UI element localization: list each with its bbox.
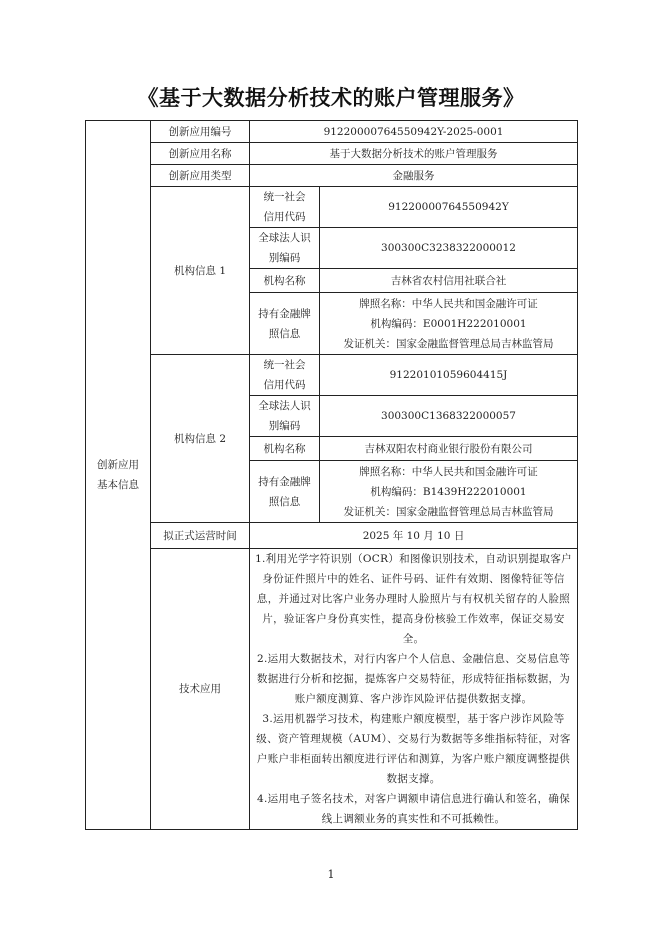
- section-label-cell: [86, 121, 151, 830]
- label-app-type: 创新应用类型: [151, 165, 250, 187]
- label-app-no: 创新应用编号: [151, 121, 250, 143]
- value-app-name: 基于大数据分析技术的账户管理服务: [250, 143, 578, 165]
- org2-license-issuer: 发证机关：国家金融监督管理总局吉林监管局: [343, 505, 554, 518]
- tech-paragraph: 3.运用机器学习技术，构建账户额度模型，基于客户涉诈风险等级、资产管理规模（AUM）、交易行为数据等多维指标特征，对客户账户非柜面转出额度进行评估和测算，为客户账户额度调整提供数据支撑。: [256, 713, 571, 785]
- page-number: 1: [327, 868, 335, 881]
- label-launch-time: 拟正式运营时间: [151, 523, 250, 549]
- org1-credit-code: 91220000764550942Y: [320, 187, 578, 228]
- tech-paragraph: 2.运用大数据技术，对行内客户个人信息、金融信息、交易信息等数据进行分析和挖掘，提炼客户交易特征，形成特征指标数据，为账户额度测算、客户涉诈风险评估提供数据支撑。: [256, 653, 571, 705]
- section-label: 创新应用 基本信息: [97, 459, 139, 491]
- document-title: 《基于大数据分析技术的账户管理服务》: [137, 86, 525, 110]
- value-app-no: 91220000764550942Y-2025-0001: [250, 121, 578, 143]
- org1-license-info: [320, 293, 578, 355]
- org2-lei-label: 全球法人识 别编码: [250, 396, 320, 437]
- info-table: [85, 120, 578, 830]
- org2-credit-code: 91220101059604415J: [320, 355, 578, 396]
- org2-license-info: [320, 461, 578, 523]
- org2-lei: 300300C1368322000057: [320, 396, 578, 437]
- label-app-name: 创新应用名称: [151, 143, 250, 165]
- tech-paragraph: 4.运用电子签名技术，对客户调额申请信息进行确认和签名，确保线上调额业务的真实性和不可抵赖性。: [256, 793, 571, 825]
- org1-license-code: 机构编码：E0001H222010001: [370, 317, 527, 330]
- org2-license-label: 持有金融牌 照信息: [250, 461, 320, 523]
- value-launch-time: 2025 年 10 月 10 日: [250, 523, 578, 549]
- org1-lei: 300300C3238322000012: [320, 228, 578, 269]
- org1-name: 吉林省农村信用社联合社: [320, 269, 578, 293]
- label-tech: 技术应用: [151, 549, 250, 830]
- org2-label: 机构信息 2: [151, 355, 250, 523]
- org1-name-label: 机构名称: [250, 269, 320, 293]
- org1-license-name: 牌照名称：中华人民共和国金融许可证: [359, 297, 538, 310]
- org2-license-code: 机构编码：B1439H222010001: [370, 485, 527, 498]
- org2-name: 吉林双阳农村商业银行股份有限公司: [320, 437, 578, 461]
- org2-credit-code-label: 统一社会 信用代码: [250, 355, 320, 396]
- org1-license-label: 持有金融牌 照信息: [250, 293, 320, 355]
- value-app-type: 金融服务: [250, 165, 578, 187]
- org1-lei-label: 全球法人识 别编码: [250, 228, 320, 269]
- org2-license-name: 牌照名称：中华人民共和国金融许可证: [359, 465, 538, 478]
- tech-content: [250, 549, 578, 830]
- tech-paragraph: 1.利用光学字符识别（OCR）和图像识别技术，自动识别提取客户身份证件照片中的姓名、证件号码、证件有效期、图像特征等信息，并通过对比客户业务办理时人脸照片与有权机关留存的人脸照片，验证客户身份真实性，提高身份核验工作效率，保证交易安全。: [255, 553, 572, 645]
- org1-credit-code-label: 统一社会 信用代码: [250, 187, 320, 228]
- org1-license-issuer: 发证机关：国家金融监督管理总局吉林监管局: [343, 337, 554, 350]
- org2-name-label: 机构名称: [250, 437, 320, 461]
- org1-label: 机构信息 1: [151, 187, 250, 355]
